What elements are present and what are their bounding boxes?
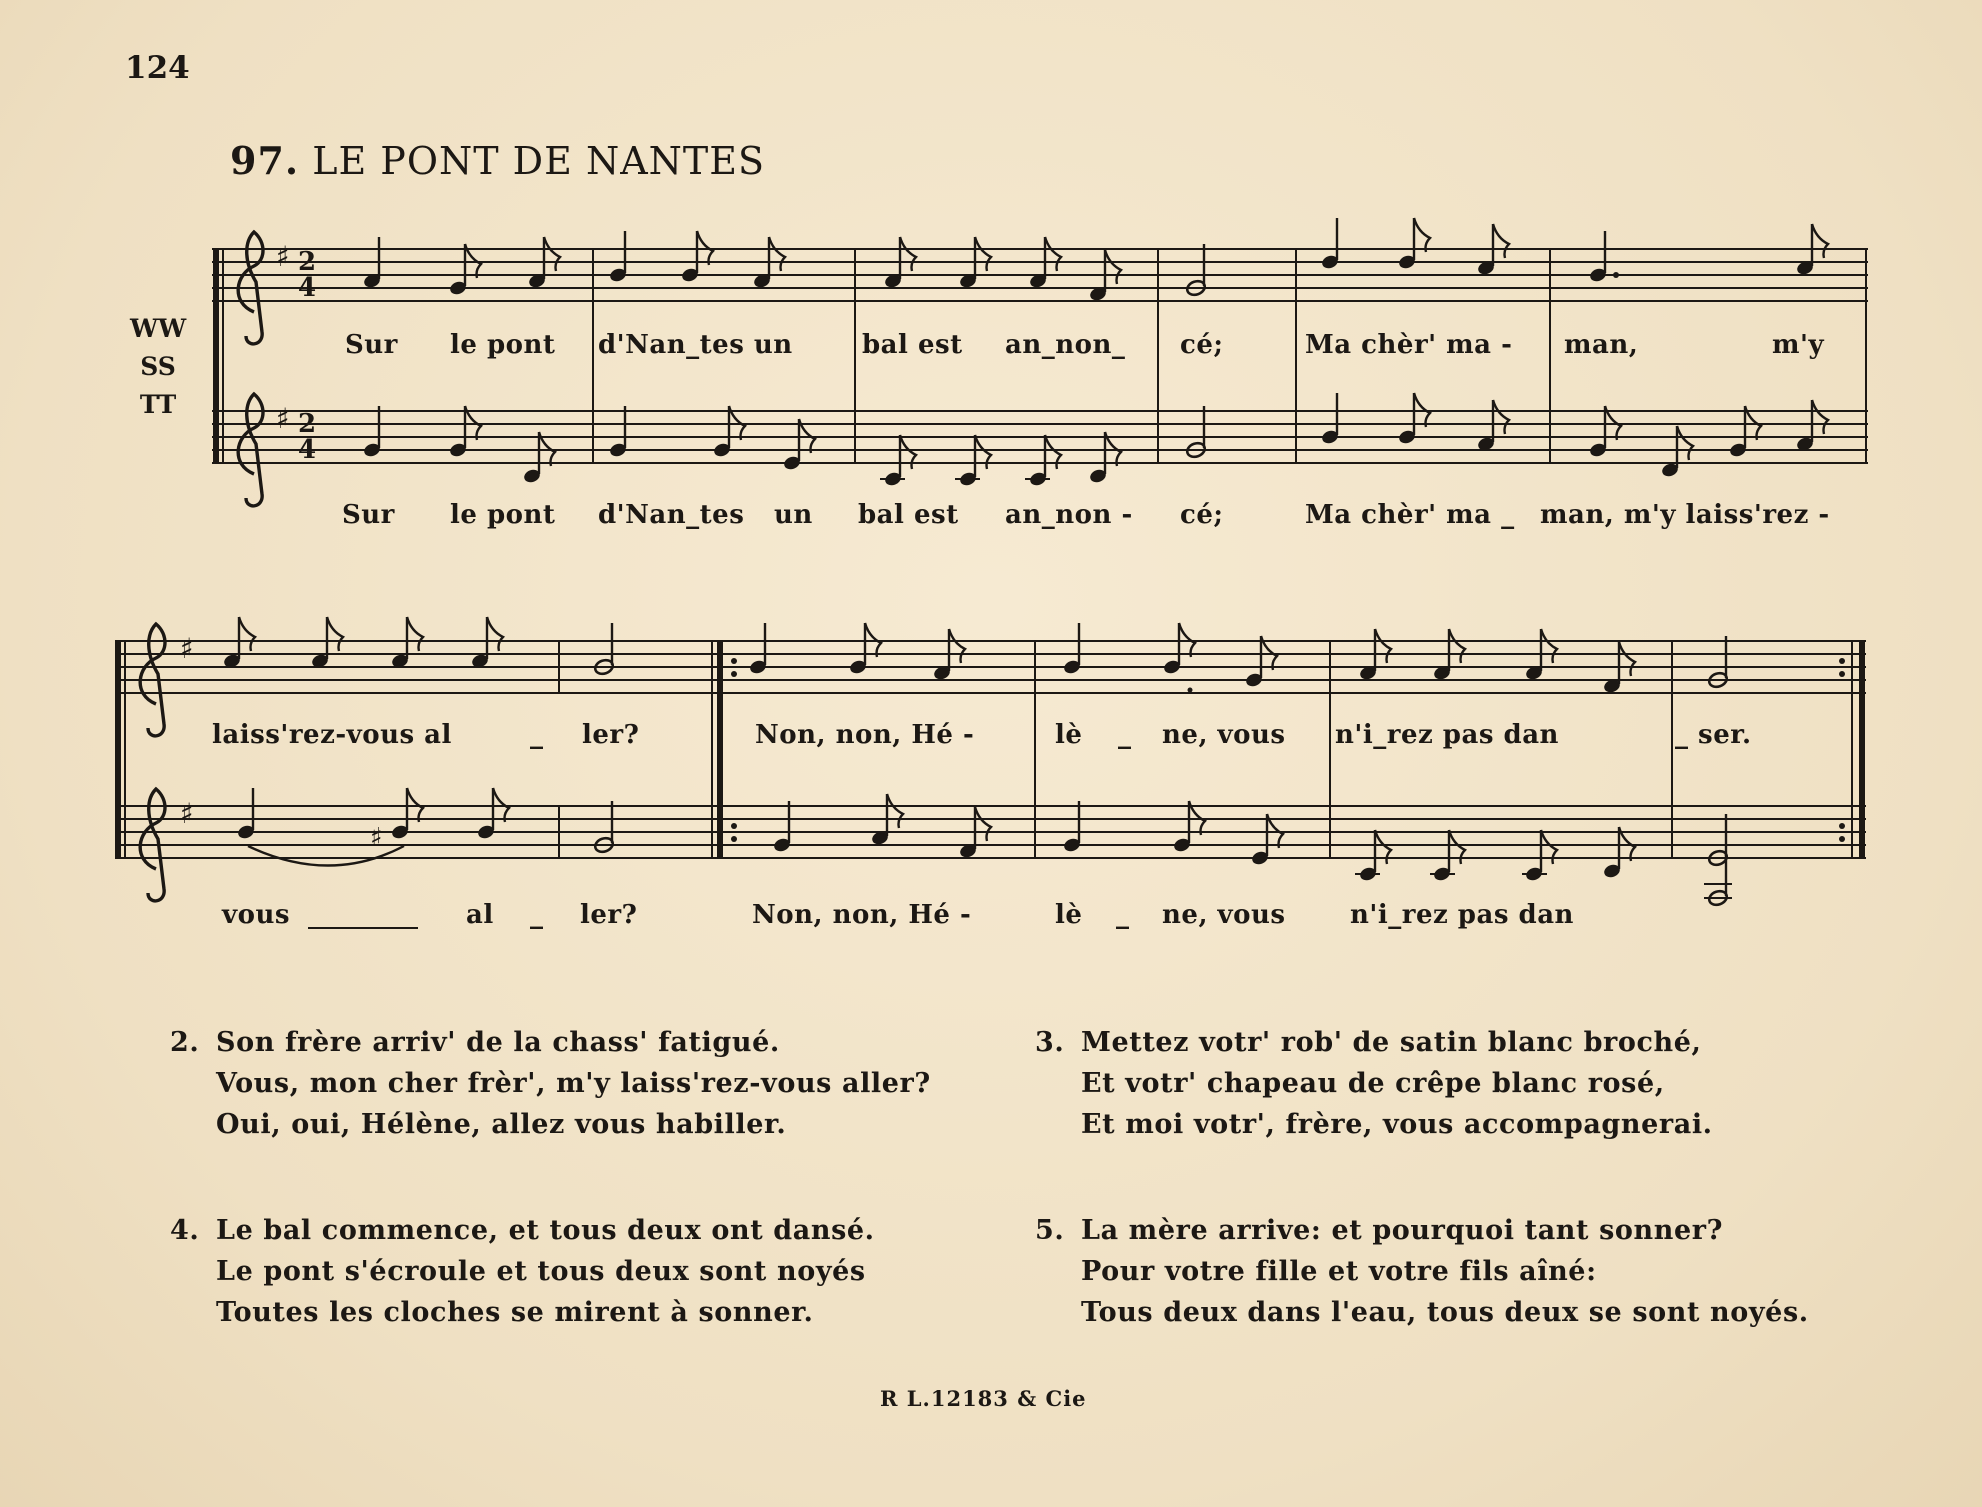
lyric: Ma chèr' ma - xyxy=(1305,330,1513,360)
verse-3 xyxy=(1035,1022,1713,1145)
verse-line: Son frère arriv' de la chass' fatigué. xyxy=(216,1027,780,1058)
system-2-upper-staff xyxy=(115,641,1866,693)
svg-text:♯: ♯ xyxy=(370,823,383,853)
verse-number: 3. xyxy=(1035,1027,1065,1058)
lyric: ne, vous xyxy=(1162,900,1286,930)
verse-line: Vous, mon cher frèr', m'y laiss'rez-vous aller? xyxy=(216,1068,931,1099)
page-number: 124 xyxy=(125,50,190,86)
lyric: Non, non, Hé - xyxy=(755,720,975,750)
svg-text:♯: ♯ xyxy=(180,632,194,665)
system-1-lower-notes xyxy=(362,393,1828,487)
lyric: lè xyxy=(1055,900,1083,930)
lyric: bal est xyxy=(858,500,959,530)
lyric: m'y xyxy=(1772,330,1825,360)
voice-label: SS xyxy=(140,352,176,381)
verse-number: 5. xyxy=(1035,1215,1065,1246)
verse-line: Et moi votr', frère, vous accompagnerai. xyxy=(1081,1109,1713,1140)
system-2-clefs xyxy=(140,624,193,901)
song-number: 97. xyxy=(230,138,300,183)
verse-line: Pour votre fille et votre fils aîné: xyxy=(1081,1256,1597,1287)
lyric: an_non_ xyxy=(1005,330,1126,360)
svg-text:♯: ♯ xyxy=(180,797,194,830)
svg-text:4: 4 xyxy=(298,435,317,465)
verse-line: Mettez votr' rob' de satin blanc broché, xyxy=(1081,1027,1702,1058)
verse-5 xyxy=(1035,1210,1809,1333)
lyric: lè xyxy=(1055,720,1083,750)
verse-line: Le bal commence, et tous deux ont dansé. xyxy=(216,1215,875,1246)
svg-text:2: 2 xyxy=(298,247,317,277)
lyric: ler? xyxy=(582,720,640,750)
verse-4 xyxy=(170,1210,875,1333)
lyric: bal est xyxy=(862,330,963,360)
verse-line: Oui, oui, Hélène, allez vous habiller. xyxy=(216,1109,787,1140)
lyric: d'Nan_tes xyxy=(598,500,745,530)
lyric: n'i_rez pas dan xyxy=(1335,720,1559,750)
lyric: an_non - xyxy=(1005,500,1133,530)
verse-line: Tous deux dans l'eau, tous deux se sont noyés. xyxy=(1081,1297,1809,1328)
lyric: Ma chèr' ma _ xyxy=(1305,500,1515,530)
lyric: _ xyxy=(530,720,544,750)
voice-label: TT xyxy=(139,390,177,419)
verse-line: Et votr' chapeau de crêpe blanc rosé, xyxy=(1081,1068,1665,1099)
song-title-text: LE PONT DE NANTES xyxy=(312,139,766,183)
lyric: le pont xyxy=(450,330,556,360)
lyric: n'i_rez pas dan xyxy=(1350,900,1574,930)
lyric: ne, vous xyxy=(1162,720,1286,750)
lyric: Sur xyxy=(342,500,395,530)
lyric: vous xyxy=(222,900,290,930)
lyric: al xyxy=(466,900,494,930)
verse-line: La mère arrive: et pourquoi tant sonner? xyxy=(1081,1215,1723,1246)
lyric: Non, non, Hé - xyxy=(752,900,972,930)
system-2-upper-notes xyxy=(222,617,1728,694)
system-1-clefs xyxy=(238,232,316,506)
verse-line: Le pont s'écroule et tous deux sont noyés xyxy=(216,1256,866,1287)
lyric: cé; xyxy=(1180,330,1224,360)
lyric: _ ser. xyxy=(1675,720,1752,750)
lyric: _ xyxy=(1116,900,1130,930)
publisher-footer: R L.12183 & Cie xyxy=(880,1386,1087,1411)
lyric: _ xyxy=(530,900,544,930)
svg-text:4: 4 xyxy=(298,273,317,303)
lyric: laiss'rez-vous al xyxy=(212,720,452,750)
svg-text:♯: ♯ xyxy=(276,240,290,273)
lyric: cé; xyxy=(1180,500,1224,530)
lyric: man, xyxy=(1564,330,1639,360)
lyric: un xyxy=(774,500,813,530)
svg-text:2: 2 xyxy=(298,409,317,439)
lyric: ler? xyxy=(580,900,638,930)
lyric: _ xyxy=(1118,720,1132,750)
lyric: Sur xyxy=(345,330,398,360)
svg-text:♯: ♯ xyxy=(276,402,290,435)
verse-number: 2. xyxy=(170,1027,200,1058)
lyric: le pont xyxy=(450,500,556,530)
system-1-upper-notes xyxy=(362,218,1828,302)
voice-label: WW xyxy=(130,314,187,343)
lyric: man, m'y laiss'rez - xyxy=(1540,500,1830,530)
verse-number: 4. xyxy=(170,1215,200,1246)
lyric: d'Nan_tes un xyxy=(598,330,793,360)
verse-line: Toutes les cloches se mirent à sonner. xyxy=(216,1297,814,1328)
verse-2 xyxy=(170,1022,931,1145)
